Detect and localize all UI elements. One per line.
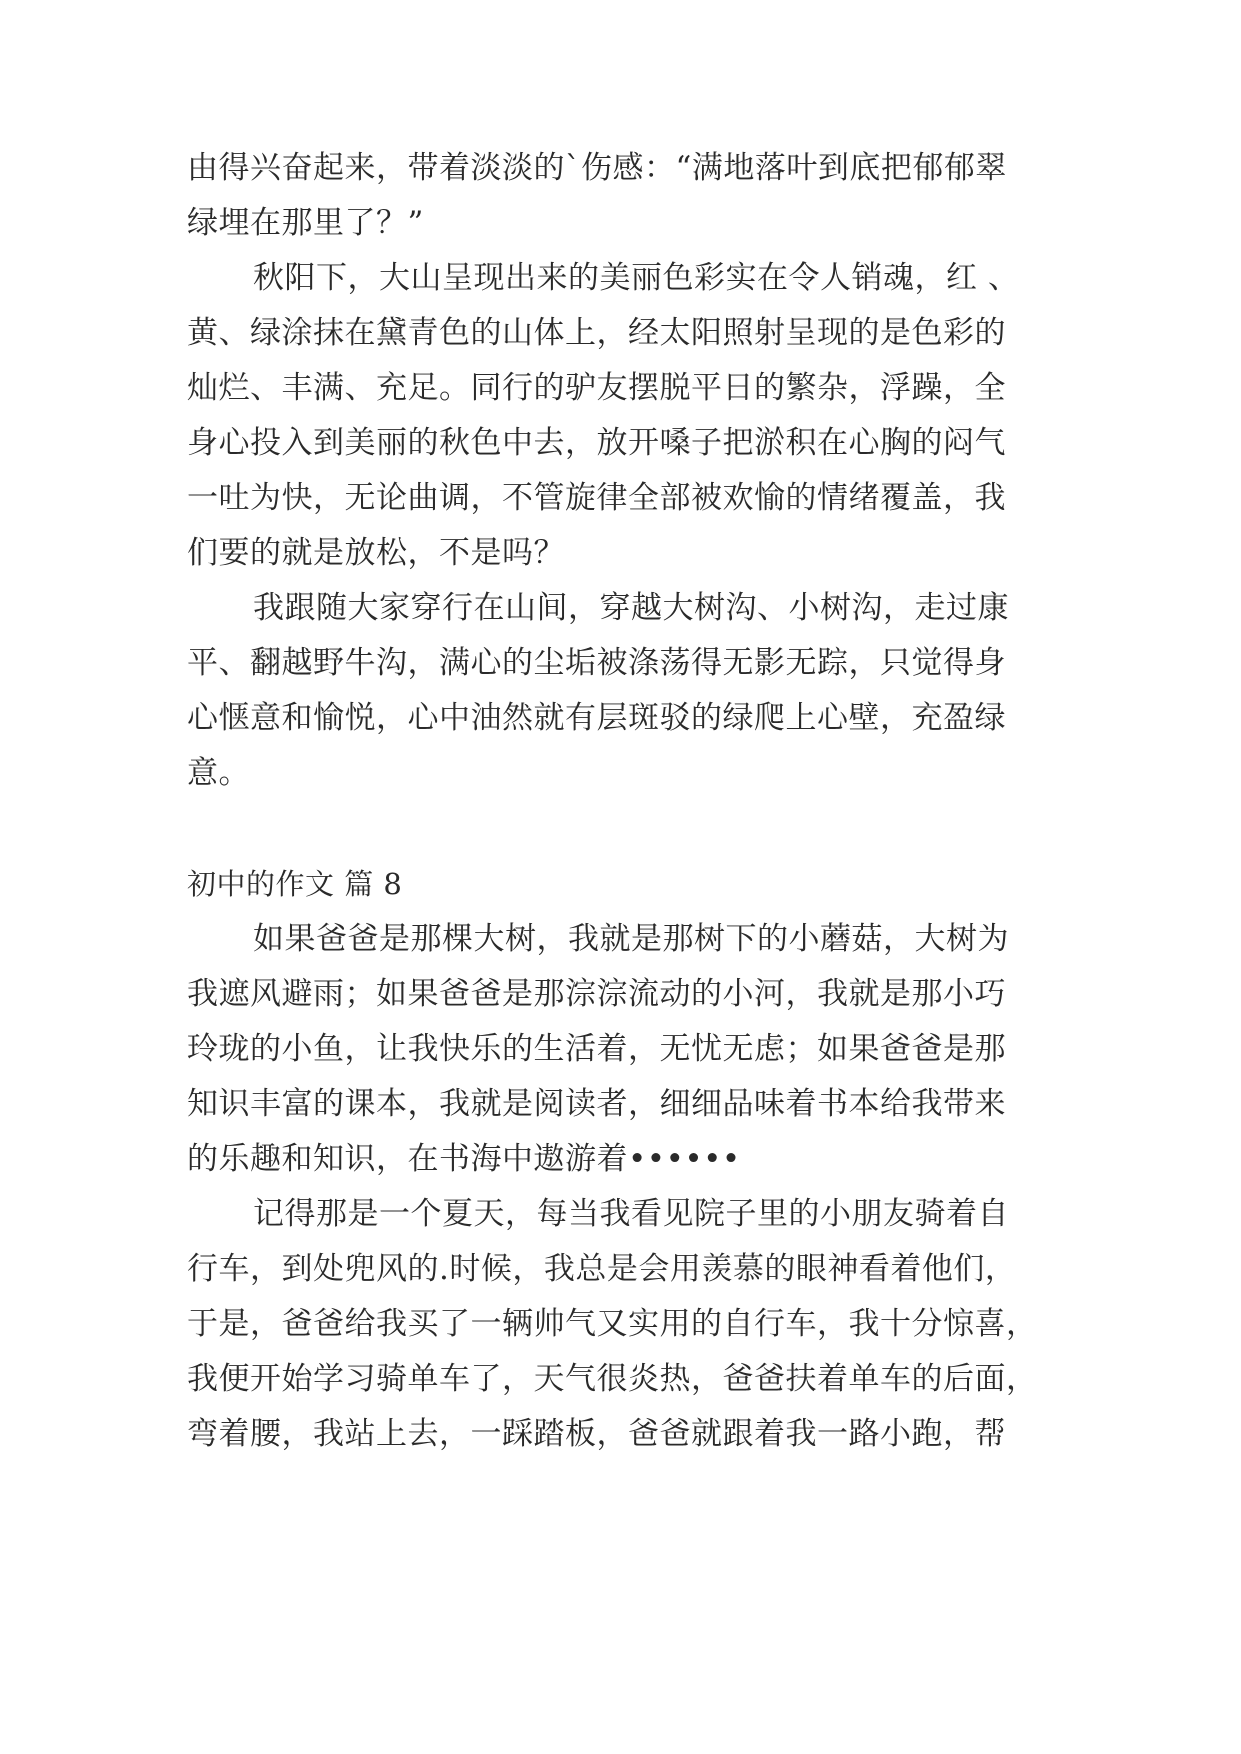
section-heading: 初中的作文 篇 8 xyxy=(187,867,403,901)
text-line: 心惬意和愉悦，心中油然就有层斑驳的绿爬上心壁，充盈绿 xyxy=(187,700,1006,736)
paragraph-start-line: 我跟随大家穿行在山间，穿越大树沟、小树沟，走过康 xyxy=(253,590,1009,626)
text-line: 玲珑的小鱼，让我快乐的生活着，无忧无虑；如果爸爸是那 xyxy=(187,1031,1006,1067)
text-line: 一吐为快，无论曲调，不管旋律全部被欢愉的情绪覆盖，我 xyxy=(187,480,1006,516)
text-line: 灿烂、丰满、充足。同行的驴友摆脱平日的繁杂，浮躁，全 xyxy=(187,370,1006,406)
text-line: 平、翻越野牛沟，满心的尘垢被涤荡得无影无踪，只觉得身 xyxy=(187,645,1006,681)
text-line: 绿埋在那里了？” xyxy=(187,205,424,241)
text-line: 身心投入到美丽的秋色中去，放开嗓子把淤积在心胸的闷气 xyxy=(187,425,1006,461)
text-line: 意。 xyxy=(187,755,250,791)
text-line: 行车，到处兜风的.时候，我总是会用羡慕的眼神看着他们， xyxy=(187,1251,1017,1287)
text-line: 知识丰富的课本，我就是阅读者，细细品味着书本给我带来 xyxy=(187,1086,1006,1122)
text-line: 我遮风避雨；如果爸爸是那淙淙流动的小河，我就是那小巧 xyxy=(187,976,1006,1012)
text-line: 由得兴奋起来，带着淡淡的`伤感：“满地落叶到底把郁郁翠 xyxy=(187,150,1007,186)
text-line: 的乐趣和知识，在书海中遨游着•••••• xyxy=(187,1141,741,1177)
text-line: 于是，爸爸给我买了一辆帅气又实用的自行车，我十分惊喜， xyxy=(187,1306,1038,1342)
paragraph-start-line: 如果爸爸是那棵大树，我就是那树下的小蘑菇，大树为 xyxy=(253,921,1009,957)
text-line: 弯着腰，我站上去，一踩踏板，爸爸就跟着我一路小跑，帮 xyxy=(187,1416,1006,1452)
text-line: 黄、绿涂抹在黛青色的山体上，经太阳照射呈现的是色彩的 xyxy=(187,315,1006,351)
text-line: 们要的就是放松，不是吗？ xyxy=(187,535,565,571)
paragraph-start-line: 秋阳下，大山呈现出来的美丽色彩实在令人销魂，红 、 xyxy=(253,260,1020,296)
paragraph-start-line: 记得那是一个夏天，每当我看见院子里的小朋友骑着自 xyxy=(253,1196,1009,1232)
text-line: 我便开始学习骑单车了，天气很炎热，爸爸扶着单车的后面， xyxy=(187,1361,1038,1397)
